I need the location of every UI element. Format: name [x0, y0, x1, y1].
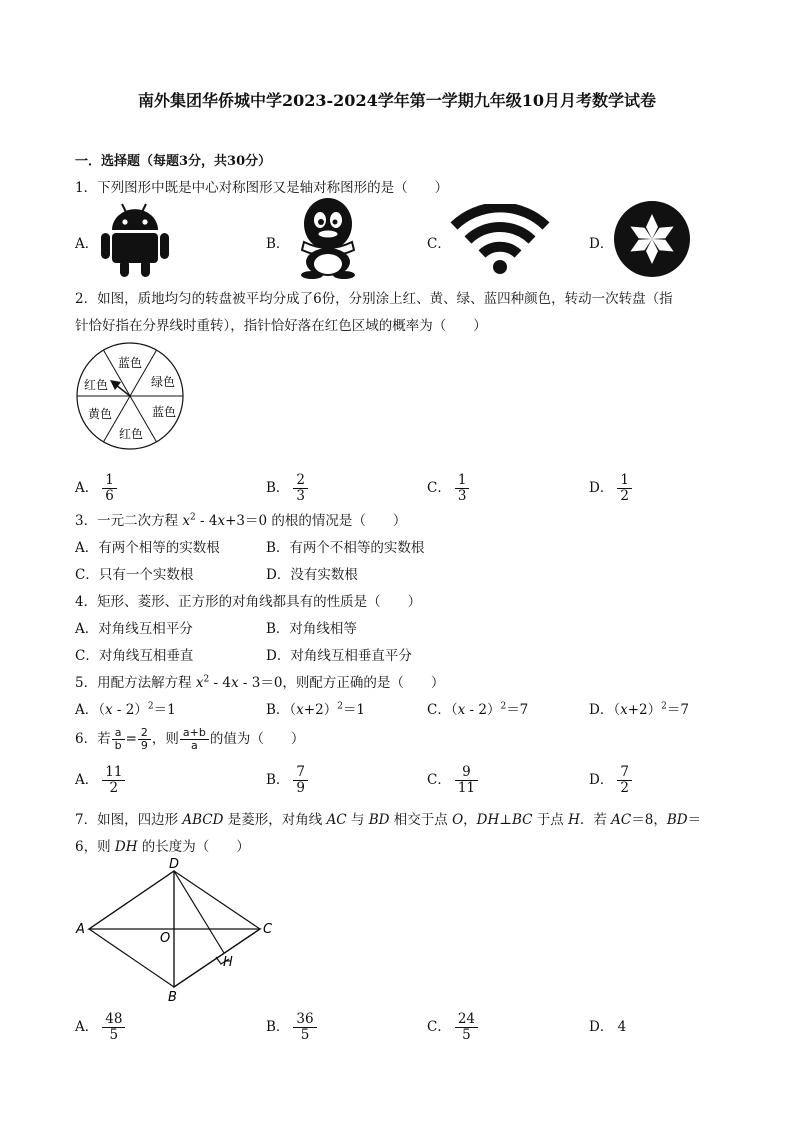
- q5-option-d: D．$(x+2)^2=7$: [589, 701, 689, 718]
- q3-option-d: D．没有实数根: [266, 567, 358, 583]
- q1-option-b-label: B．: [266, 236, 290, 252]
- q1-option-c-label: C．: [427, 236, 451, 252]
- q3-option-c: C．只有一个实数根: [75, 567, 194, 583]
- q6-option-b: B． $\frac{7}{9}$: [266, 765, 308, 796]
- q2-option-c: C． $\frac{1}{3}$: [427, 473, 469, 504]
- point-label-h: H: [223, 955, 233, 970]
- point-label-d: D: [169, 857, 180, 872]
- q3-stem: 3．一元二次方程 $x^2 - 4x+3=0$ 的根的情况是（ ）: [75, 512, 407, 529]
- q4-option-b: B．对角线相等: [266, 621, 357, 637]
- q2-option-b: B． $\frac{2}{3}$: [266, 473, 308, 504]
- android-robot-icon: [100, 200, 170, 278]
- q1-option-d-label: D．: [589, 236, 614, 252]
- q1-stem: 1．下列图形中既是中心对称图形又是轴对称图形的是（ ）: [75, 180, 449, 196]
- q6-option-c: C． $\frac{9}{11}$: [427, 765, 478, 796]
- spinner-diagram: [74, 340, 186, 452]
- q6-stem: 6．若 $\frac{a}{b}$ = $\frac{2}{9}$ ，则 $\frac{a+b}{a}$ 的值为（ ）: [75, 726, 305, 752]
- q4-option-d: D．对角线互相垂直平分: [266, 648, 412, 664]
- page-title: 南外集团华侨城中学2023-2024学年第一学期九年级10月月考数学试卷: [138, 91, 656, 110]
- point-label-b: B: [168, 990, 177, 1003]
- q7-stem-line2: 6，则 DH 的长度为（ ）: [75, 839, 250, 855]
- q5-option-a: A．（x - 2）$^2$＝1: [75, 701, 176, 718]
- q7-option-b: B． $\frac{36}{5}$: [266, 1012, 317, 1043]
- q5-option-b: B．$(x+2)^2=1$: [266, 701, 366, 718]
- q2-option-a: A． $\frac{1}{6}$: [75, 473, 117, 504]
- q2-stem-line1: 2．如图，质地均匀的转盘被平均分成了6份，分别涂上红、黄、绿、蓝四种颜色，转动一次转盘（指: [75, 291, 673, 307]
- q7-stem-line1: 7．如图，四边形 ABCD 是菱形，对角线 AC 与 BD 相交于点 O，DH⊥BC 于点 H．若 AC＝8，BD＝: [75, 812, 702, 828]
- point-label-a: A: [76, 922, 85, 937]
- q7-option-c: C． $\frac{24}{5}$: [427, 1012, 478, 1043]
- rhombus-diagram: [70, 855, 280, 1003]
- sector-label: 蓝色: [151, 405, 177, 419]
- point-label-c: C: [263, 922, 273, 937]
- q1-option-a-label: A．: [75, 236, 99, 252]
- point-label-o: O: [160, 931, 171, 946]
- q7-option-a: A． $\frac{48}{5}$: [75, 1012, 125, 1043]
- snowflake-icon: [613, 200, 691, 278]
- q4-option-c: C．对角线互相垂直: [75, 648, 194, 664]
- penguin-icon: [290, 196, 366, 280]
- q6-option-a: A． $\frac{11}{2}$: [75, 765, 125, 796]
- altitude-dh: [174, 871, 224, 953]
- q4-option-a: A．对角线互相平分: [75, 621, 193, 637]
- section-heading: 一．选择题（每题3分，共30分）: [75, 154, 272, 169]
- sector-label: 黄色: [87, 407, 113, 421]
- q6-option-d: D． $\frac{7}{2}$: [589, 765, 632, 796]
- q5-option-c: C．（x - 2）$^2$＝7: [427, 701, 529, 718]
- q3-option-a: A．有两个相等的实数根: [75, 540, 220, 556]
- sector-label: 红色: [83, 378, 109, 392]
- q2-option-d: D． $\frac{1}{2}$: [589, 473, 632, 504]
- q2-stem-line2: 针恰好指在分界线时重转），指针恰好落在红色区域的概率为（ ）: [75, 318, 487, 334]
- sector-label: 红色: [118, 427, 144, 441]
- q3-option-b: B．有两个不相等的实数根: [266, 540, 425, 556]
- sector-label: 绿色: [150, 375, 176, 389]
- sector-label: 蓝色: [117, 356, 143, 370]
- q4-stem: 4．矩形、菱形、正方形的对角线都具有的性质是（ ）: [75, 594, 422, 610]
- wifi-icon: [450, 204, 550, 276]
- q7-option-d: D． 4: [589, 1019, 627, 1035]
- q5-stem: 5．用配方法解方程 $x^2 - 4x - 3=0$，则配方正确的是（ ）: [75, 674, 445, 691]
